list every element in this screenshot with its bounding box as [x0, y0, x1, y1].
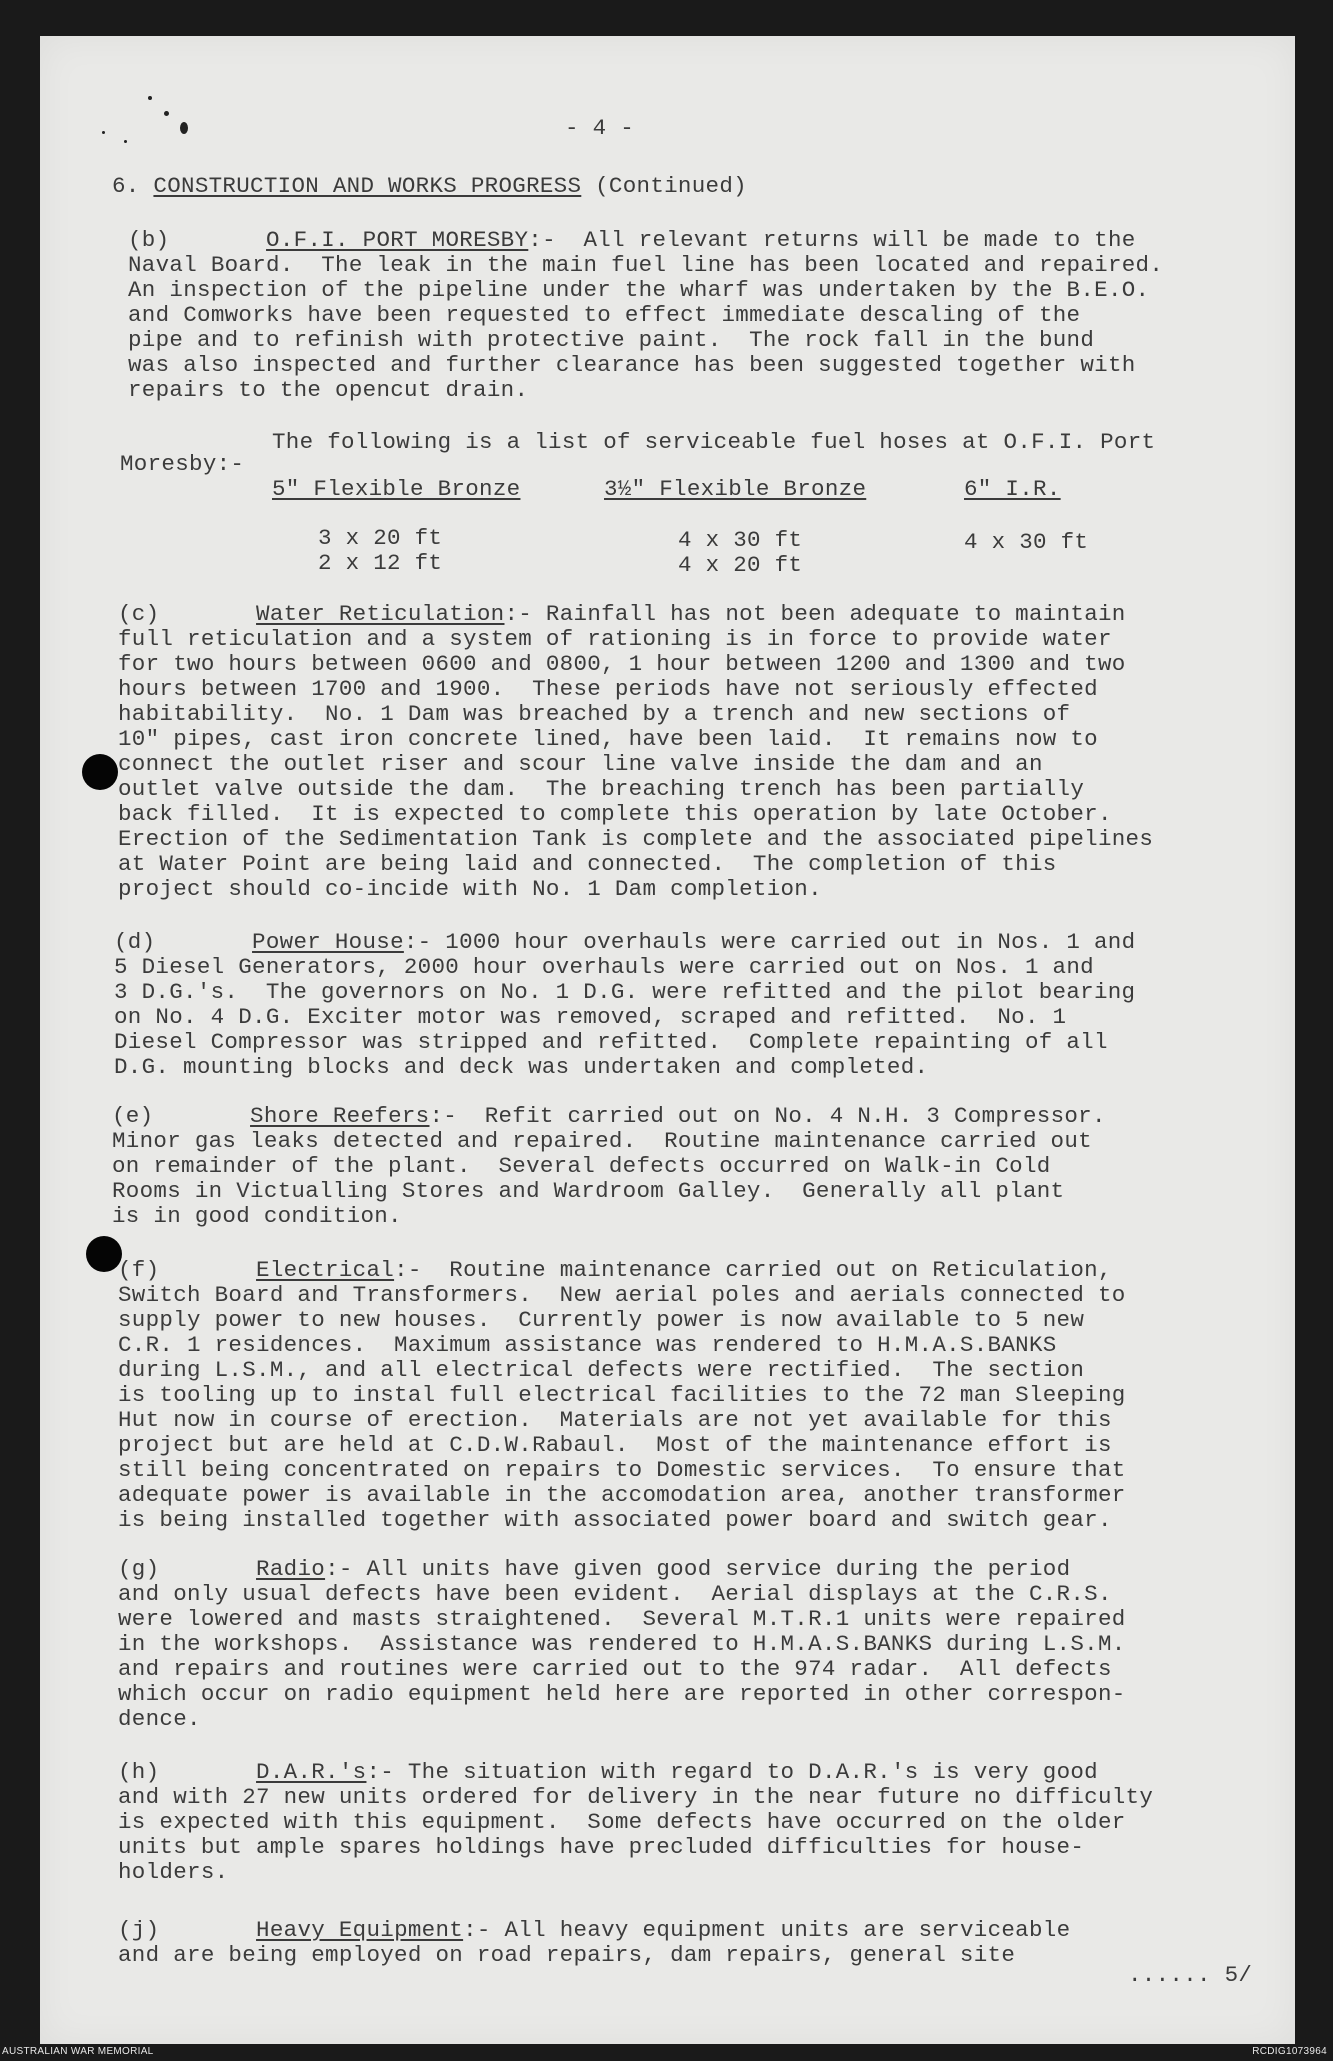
hose-column-header: 5" Flexible Bronze: [272, 476, 521, 502]
paragraph-line: dence.: [118, 1706, 201, 1732]
paragraph-line: full reticulation and a system of rationing is in force to provide water: [118, 626, 1112, 652]
paragraph-line: :- Rainfall has not been adequate to maintain: [504, 601, 1126, 627]
paragraph-line: An inspection of the pipeline under the wharf was undertaken by the B.E.O.: [128, 277, 1150, 303]
paragraph-line: :- Routine maintenance carried out on Reticulation,: [394, 1257, 1112, 1283]
paragraph-line: :- Refit carried out on No. 4 N.H. 3 Compressor.: [429, 1103, 1106, 1129]
paragraph-line: :- 1000 hour overhauls were carried out in Nos. 1 and: [403, 929, 1136, 955]
paragraph-line: Erection of the Sedimentation Tank is complete and the associated pipelines: [118, 826, 1154, 852]
ink-speck: [164, 111, 169, 116]
paragraph-line: D.G. mounting blocks and deck was undertaken and completed.: [114, 1054, 929, 1080]
paragraph-line: :- All units have given good service during the period: [325, 1556, 1071, 1582]
section-number: 6.: [112, 173, 140, 199]
ink-speck: [124, 140, 127, 143]
hose-column-header: 6" I.R.: [964, 476, 1061, 502]
paragraph-line: still being concentrated on repairs to Domestic services. To ensure that: [118, 1457, 1126, 1483]
paragraph-e: [112, 1104, 1106, 1229]
paragraph-label: (h): [118, 1759, 160, 1785]
paragraph-line: 10" pipes, cast iron concrete lined, have been laid. It remains now to: [118, 726, 1098, 752]
paragraph-line: is being installed together with associated power board and switch gear.: [118, 1507, 1112, 1533]
paragraph-line: outlet valve outside the dam. The breaching trench has been partially: [118, 776, 1085, 802]
paragraph-heading: Radio: [256, 1556, 326, 1582]
paragraph-line: Hut now in course of erection. Materials are not yet available for this: [118, 1407, 1112, 1433]
paragraph-line: on remainder of the plant. Several defects occurred on Walk-in Cold: [112, 1153, 1051, 1179]
hose-item: 2 x 12 ft: [318, 550, 443, 576]
paragraph-line: :- All relevant returns will be made to the: [528, 227, 1136, 253]
paragraph-line: and only usual defects have been evident. Aerial displays at the C.R.S.: [118, 1581, 1112, 1607]
paragraph-line: and are being employed on road repairs, dam repairs, general site: [118, 1942, 1016, 1968]
page-number: - 4 -: [565, 115, 635, 141]
paragraph-label: (j): [118, 1917, 160, 1943]
paragraph-heading: D.A.R.'s: [256, 1759, 367, 1785]
paragraph-heading: Shore Reefers: [250, 1103, 430, 1129]
paragraph-line: habitability. No. 1 Dam was breached by a trench and new sections of: [118, 701, 1071, 727]
section-title: CONSTRUCTION AND WORKS PROGRESS: [153, 173, 582, 199]
paragraph-label: (f): [118, 1257, 160, 1283]
paragraph-line: on No. 4 D.G. Exciter motor was removed, scraped and refitted. No. 1: [114, 1004, 1067, 1030]
paragraph-line: 5 Diesel Generators, 2000 hour overhauls were carried out on Nos. 1 and: [114, 954, 1094, 980]
hose-column-header: 3½" Flexible Bronze: [604, 476, 867, 502]
paragraph-heading: Electrical: [256, 1257, 395, 1283]
paragraph-line: Naval Board. The leak in the main fuel line has been located and repaired.: [128, 252, 1164, 278]
paragraph-b: [128, 228, 1163, 403]
paragraph-line: C.R. 1 residences. Maximum assistance was rendered to H.M.A.S.BANKS: [118, 1332, 1057, 1358]
paragraph-f: [118, 1258, 1126, 1533]
paragraph-line: holders.: [118, 1859, 229, 1885]
paragraph-line: were lowered and masts straightened. Several M.T.R.1 units were repaired: [118, 1606, 1126, 1632]
paragraph-line: supply power to new houses. Currently power is now available to 5 new: [118, 1307, 1085, 1333]
paragraph-line: and with 27 new units ordered for delivery in the near future no difficulty: [118, 1784, 1154, 1810]
continuation-marker: ...... 5/: [1128, 1962, 1253, 1988]
ink-speck: [180, 122, 188, 134]
paragraph-heading: Water Reticulation: [256, 601, 505, 627]
paragraph-line: :- All heavy equipment units are serviceable: [463, 1917, 1071, 1943]
paragraph-h: [118, 1760, 1153, 1885]
paragraph-label: (c): [118, 601, 160, 627]
hoses-intro-line2: Moresby:-: [120, 451, 245, 477]
hose-item: 4 x 20 ft: [678, 552, 803, 578]
paragraph-d: [114, 930, 1135, 1080]
paragraph-line: at Water Point are being laid and connected. The completion of this: [118, 851, 1057, 877]
paragraph-line: Minor gas leaks detected and repaired. Routine maintenance carried out: [112, 1128, 1092, 1154]
footer-right: RCDIG1073964: [1252, 2046, 1327, 2057]
paragraph-line: in the workshops. Assistance was rendered to H.M.A.S.BANKS during L.S.M.: [118, 1631, 1126, 1657]
footer-left: AUSTRALIAN WAR MEMORIAL: [2, 2046, 154, 2057]
paragraph-line: 3 D.G.'s. The governors on No. 1 D.G. were refitted and the pilot bearing: [114, 979, 1136, 1005]
paragraph-line: was also inspected and further clearance has been suggested together with: [128, 352, 1136, 378]
section-suffix: (Continued): [595, 173, 747, 199]
paragraph-c: [118, 602, 1153, 902]
ink-speck: [102, 131, 105, 134]
paragraph-line: adequate power is available in the accomodation area, another transformer: [118, 1482, 1126, 1508]
hose-item: 3 x 20 ft: [318, 525, 443, 551]
paragraph-line: project but are held at C.D.W.Rabaul. Most of the maintenance effort is: [118, 1432, 1112, 1458]
paragraph-line: and repairs and routines were carried out to the 974 radar. All defects: [118, 1656, 1112, 1682]
section-heading: [112, 174, 747, 199]
paragraph-label: (d): [114, 929, 156, 955]
paragraph-line: project should co-incide with No. 1 Dam completion.: [118, 876, 822, 902]
ink-speck: [148, 96, 152, 100]
paragraph-g: [118, 1557, 1126, 1732]
paragraph-line: during L.S.M., and all electrical defects were rectified. The section: [118, 1357, 1085, 1383]
paragraph-heading: O.F.I. PORT MORESBY: [266, 227, 529, 253]
paragraph-line: Switch Board and Transformers. New aerial poles and aerials connected to: [118, 1282, 1126, 1308]
paragraph-line: units but ample spares holdings have precluded difficulties for house-: [118, 1834, 1085, 1860]
paragraph-line: back filled. It is expected to complete this operation by late October.: [118, 801, 1112, 827]
paragraph-line: Diesel Compressor was stripped and refitted. Complete repainting of all: [114, 1029, 1108, 1055]
hose-item: 4 x 30 ft: [678, 527, 803, 553]
hose-item: 4 x 30 ft: [964, 529, 1089, 555]
paragraph-line: which occur on radio equipment held here are reported in other correspon-: [118, 1681, 1126, 1707]
paragraph-line: pipe and to refinish with protective paint. The rock fall in the bund: [128, 327, 1095, 353]
paragraph-j: [118, 1918, 1070, 1968]
punch-hole-lower: [86, 1236, 122, 1272]
paragraph-line: hours between 1700 and 1900. These periods have not seriously effected: [118, 676, 1098, 702]
paragraph-heading: Power House: [252, 929, 404, 955]
paragraph-heading: Heavy Equipment: [256, 1917, 464, 1943]
paragraph-line: Rooms in Victualling Stores and Wardroom Galley. Generally all plant: [112, 1178, 1065, 1204]
paragraph-line: connect the outlet riser and scour line valve inside the dam and an: [118, 751, 1043, 777]
paragraph-label: (g): [118, 1556, 160, 1582]
paragraph-line: and Comworks have been requested to effect immediate descaling of the: [128, 302, 1081, 328]
hoses-intro-line1: The following is a list of serviceable fuel hoses at O.F.I. Port: [272, 429, 1156, 455]
paragraph-label: (b): [128, 227, 170, 253]
paragraph-label: (e): [112, 1103, 154, 1129]
paragraph-line: is tooling up to instal full electrical facilities to the 72 man Sleeping: [118, 1382, 1126, 1408]
paragraph-line: :- The situation with regard to D.A.R.'s is very good: [366, 1759, 1098, 1785]
punch-hole-upper: [82, 754, 118, 790]
paragraph-line: is in good condition.: [112, 1203, 402, 1229]
paragraph-line: for two hours between 0600 and 0800, 1 hour between 1200 and 1300 and two: [118, 651, 1126, 677]
paragraph-line: is expected with this equipment. Some defects have occurred on the older: [118, 1809, 1126, 1835]
paragraph-line: repairs to the opencut drain.: [128, 377, 529, 403]
